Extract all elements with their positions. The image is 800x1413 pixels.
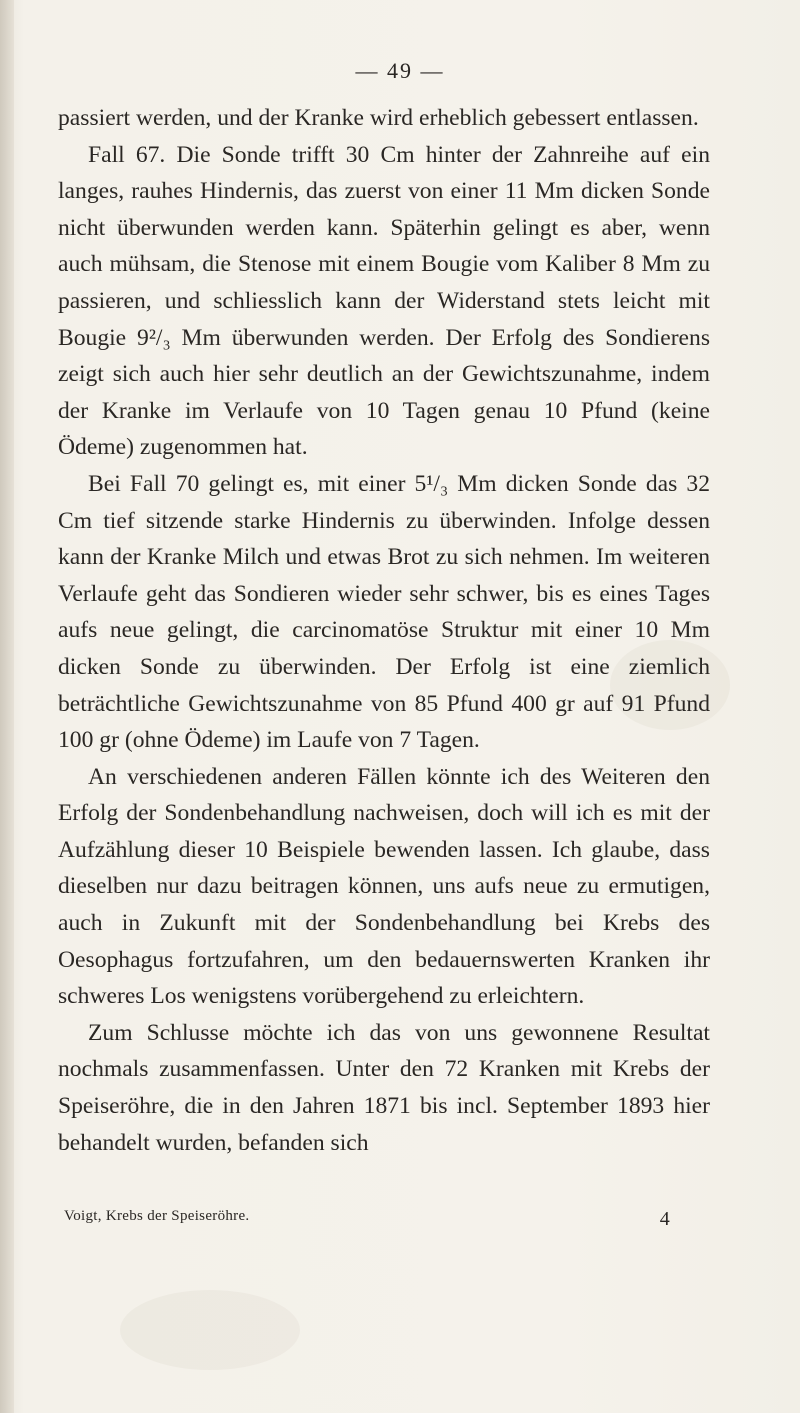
signature-mark: 4 — [659, 1208, 670, 1230]
paragraph-2: Fall 67. Die Sonde trifft 30 Cm hinter der Zahnreihe auf ein langes, rauhes Hindernis, das zuerst von einer 11 Mm dicken Sonde nicht überwunden werden kann. Späterhin gelingt es aber, wenn auch mühsam, die Stenose mit einem Bougie vom Kaliber 8 Mm zu passieren, und schliesslich kann der Widerstand stets leicht mit Bougie 9²/₃ Mm überwunden werden. Der Erfolg des Sondierens zeigt sich auch hier sehr deutlich an der Gewichtszunahme, indem der Kranke im Verlaufe von 10 Tagen genau 10 Pfund (keine Ödeme) zugenommen hat. — [58, 141, 710, 461]
paragraph-3: Bei Fall 70 gelingt es, mit einer 5¹/₃ Mm dicken Sonde das 32 Cm tief sitzende starke Hindernis zu überwinden. Infolge dessen kann der Kranke Milch und etwas Brot zu sich nehmen. Im weiteren Verlaufe geht das Sondieren wieder sehr schwer, bis es eines Tages aufs neue gelingt, die carcinomatöse Struktur mit einer 10 Mm dicken Sonde zu überwinden. Der Erfolg ist eine ziemlich beträchtliche Gewichtszunahme von 85 Pfund 400 gr auf 91 Pfund 100 gr (ohne Ödeme) im Laufe von 7 Tagen. — [58, 470, 710, 754]
page-gutter — [0, 0, 14, 1413]
page-footer — [64, 1208, 670, 1231]
paragraph-4: An verschiedenen anderen Fällen könnte ich des Weiteren den Erfolg der Sondenbehandlung nachweisen, doch will ich es mit der Aufzählung dieser 10 Beispiele bewenden lassen. Ich glaube, dass dieselben nur dazu beitragen können, uns aufs neue zu ermutigen, auch in Zukunft mit der Sondenbehandlung bei Krebs des Oesophagus fortzufahren, um den bedauernswerten Kranken ihr schweres Los wenigstens vorübergehend zu erleichtern. — [58, 763, 710, 1010]
paper-stain — [120, 1290, 300, 1370]
running-title: Voigt, Krebs der Speiseröhre. — [64, 1208, 250, 1224]
body-text — [58, 100, 710, 1161]
paragraph-1: passiert werden, und der Kranke wird erheblich gebessert entlassen. — [58, 105, 699, 131]
paragraph-5: Zum Schlusse möchte ich das von uns gewonnene Resultat nochmals zusammenfassen. Unter den 72 Kranken mit Krebs der Speiseröhre, die in den Jahren 1871 bis incl. September 1893 hier behandelt wurden, befanden sich — [58, 1019, 710, 1156]
page-number: — 49 — — [355, 58, 445, 83]
